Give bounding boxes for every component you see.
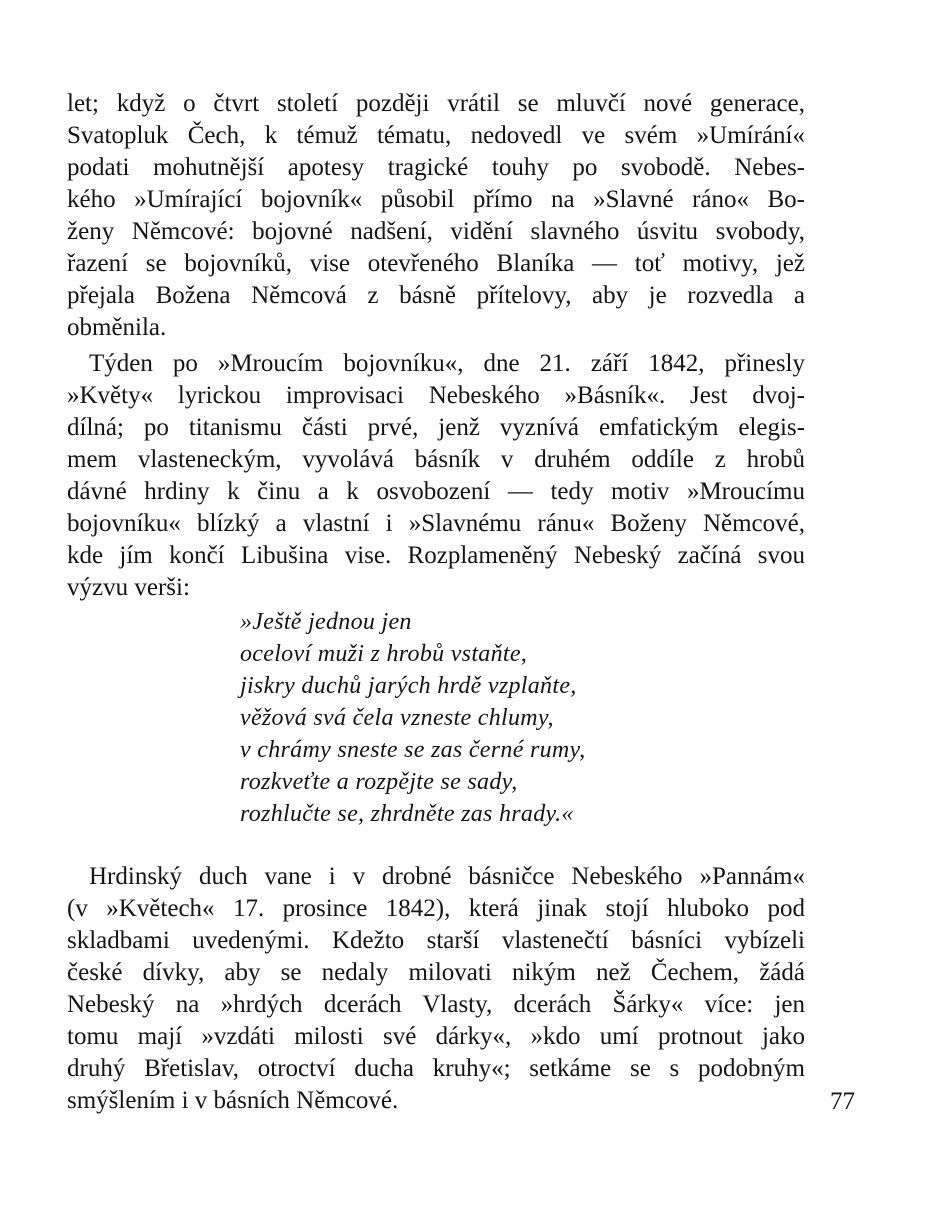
text-line: kde jím končí Libušina vise. Rozplameněný Nebeský začíná svou xyxy=(67,542,805,569)
text-line: skladbami uvedenými. Kdežto starší vlastenečtí básníci vybízeli xyxy=(67,927,805,954)
verse-line: oceloví muži z hrobů vstaňte, xyxy=(240,641,528,667)
verse-line: »Ještě jednou jen xyxy=(240,609,412,635)
paragraph-2 xyxy=(67,348,805,604)
text-line: smýšlením i v básních Němcové. xyxy=(67,1087,399,1114)
text-line: (v »Květech« 17. prosince 1842), která jinak stojí hluboko pod xyxy=(67,895,805,922)
paragraph-3 xyxy=(67,861,805,1117)
page-number: 77 xyxy=(830,1088,855,1115)
text-line: mem vlasteneckým, vyvolává básník v druhém oddíle z hrobů xyxy=(67,446,805,473)
text-line: dílná; po titanismu části prvé, jenž vyznívá emfatickým elegis- xyxy=(67,414,805,441)
text-line: Hrdinský duch vane i v drobné básničce Nebeského »Pannám« xyxy=(89,863,805,890)
verse-line: rozkveťte a rozpějte se sady, xyxy=(240,769,518,795)
text-line: Týden po »Mroucím bojovníku«, dne 21. září 1842, přinesly xyxy=(89,350,805,377)
verse-line: rozhlučte se, zhrdněte zas hrady.« xyxy=(240,801,574,827)
verse-line: v chrámy sneste se zas černé rumy, xyxy=(240,737,586,763)
text-line: obměnila. xyxy=(67,314,167,341)
text-line: přejala Božena Němcová z básně přítelovy, aby je rozvedla a xyxy=(67,282,805,309)
text-line: řazení se bojovníků, vise otevřeného Blaníka — toť motivy, jež xyxy=(67,250,805,277)
text-line: Svatopluk Čech, k témuž tématu, nedovedl ve svém »Umírání« xyxy=(67,122,805,149)
text-line: tomu mají »vzdáti milosti své dárky«, »kdo umí protnout jako xyxy=(67,1023,805,1050)
poem-quote xyxy=(240,606,660,830)
text-line: Nebeský na »hrdých dcerách Vlasty, dcerách Šárky« více: jen xyxy=(67,991,805,1018)
text-line: ženy Němcové: bojovné nadšení, vidění slavného úsvitu svobody, xyxy=(67,218,805,245)
text-line: bojovníku« blízký a vlastní i »Slavnému ránu« Boženy Němcové, xyxy=(67,510,805,537)
text-line: podati mohutnější apotesy tragické touhy po svobodě. Nebes- xyxy=(67,154,805,181)
text-line: druhý Břetislav, otroctví ducha kruhy«; setkáme se s podobným xyxy=(67,1055,805,1082)
text-line: dávné hrdiny k činu a k osvobození — tedy motiv »Mroucímu xyxy=(67,478,805,505)
text-line: let; když o čtvrt století později vrátil se mluvčí nové generace, xyxy=(67,90,805,117)
text-line: výzvu verši: xyxy=(67,574,190,601)
verse-line: věžová svá čela vzneste chlumy, xyxy=(240,705,554,731)
verse-line: jiskry duchů jarých hrdě vzplaňte, xyxy=(240,673,577,699)
paragraph-1 xyxy=(67,88,805,344)
text-line: české dívky, aby se nedaly milovati nikým než Čechem, žádá xyxy=(67,959,805,986)
text-line: »Květy« lyrickou improvisaci Nebeského »Básník«. Jest dvoj- xyxy=(67,382,805,409)
text-line: kého »Umírající bojovník« působil přímo na »Slavné ráno« Bo- xyxy=(67,186,805,213)
